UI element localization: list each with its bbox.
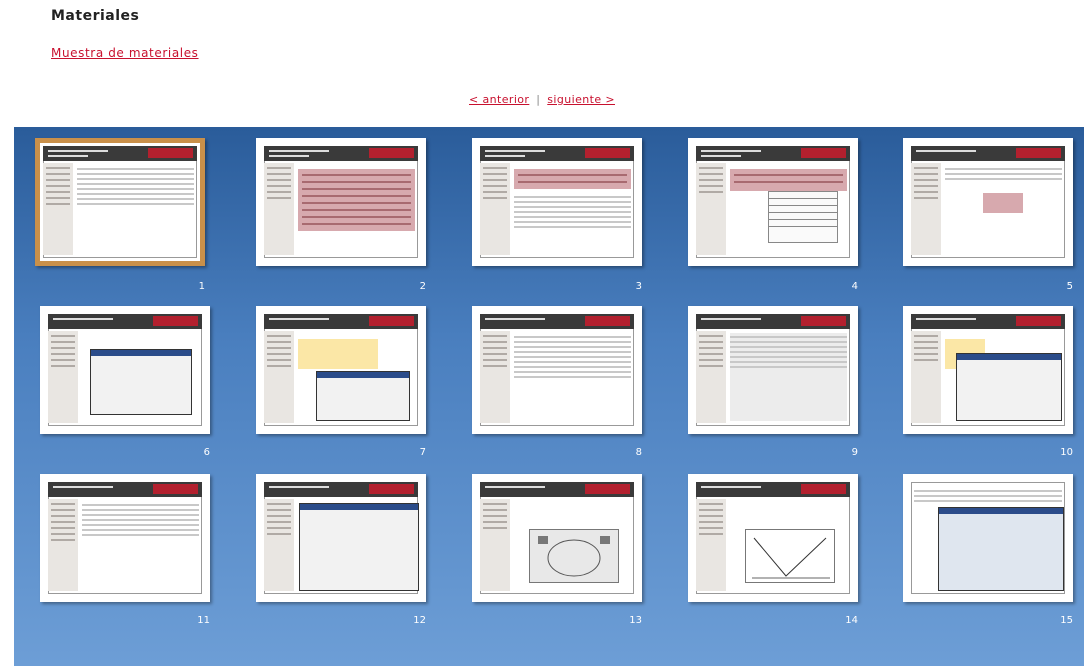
- thumbnail-number: 8: [635, 447, 642, 458]
- thumbnail-number: 9: [851, 447, 858, 458]
- thumbnail-10[interactable]: [903, 306, 1073, 434]
- previous-link[interactable]: < anterior: [469, 93, 530, 106]
- thumbnail-14[interactable]: [688, 474, 858, 602]
- thumbnail-number: 12: [413, 615, 426, 626]
- thumbnail-number: 14: [845, 615, 858, 626]
- thumbnail-number: 1: [198, 281, 205, 292]
- thumbnail-number: 6: [203, 447, 210, 458]
- thumbnail-number: 15: [1060, 615, 1073, 626]
- thumbnail-4[interactable]: [688, 138, 858, 266]
- thumbnail-8[interactable]: [472, 306, 642, 434]
- thumbnail-number: 10: [1060, 447, 1073, 458]
- page-title: Materiales: [51, 8, 140, 24]
- thumbnail-number: 5: [1066, 281, 1073, 292]
- pager-separator: |: [536, 93, 541, 106]
- thumbnail-number: 7: [419, 447, 426, 458]
- thumbnail-12[interactable]: [256, 474, 426, 602]
- thumbnail-5[interactable]: [903, 138, 1073, 266]
- thumbnail-number: 13: [629, 615, 642, 626]
- thumbnail-1[interactable]: [35, 138, 205, 266]
- thumbnail-2[interactable]: [256, 138, 426, 266]
- pager: [0, 93, 1084, 106]
- thumbnail-15[interactable]: [903, 474, 1073, 602]
- next-link[interactable]: siguiente >: [547, 93, 615, 106]
- thumbnail-number: 3: [635, 281, 642, 292]
- thumbnail-9[interactable]: [688, 306, 858, 434]
- thumbnail-number: 4: [851, 281, 858, 292]
- thumbnail-11[interactable]: [40, 474, 210, 602]
- thumbnail-number: 2: [419, 281, 426, 292]
- thumbnail-13[interactable]: [472, 474, 642, 602]
- materials-sample-link[interactable]: Muestra de materiales: [51, 46, 199, 60]
- thumbnail-gallery: [14, 127, 1084, 666]
- thumbnail-3[interactable]: [472, 138, 642, 266]
- thumbnail-6[interactable]: [40, 306, 210, 434]
- thumbnail-number: 11: [197, 615, 210, 626]
- thumbnail-7[interactable]: [256, 306, 426, 434]
